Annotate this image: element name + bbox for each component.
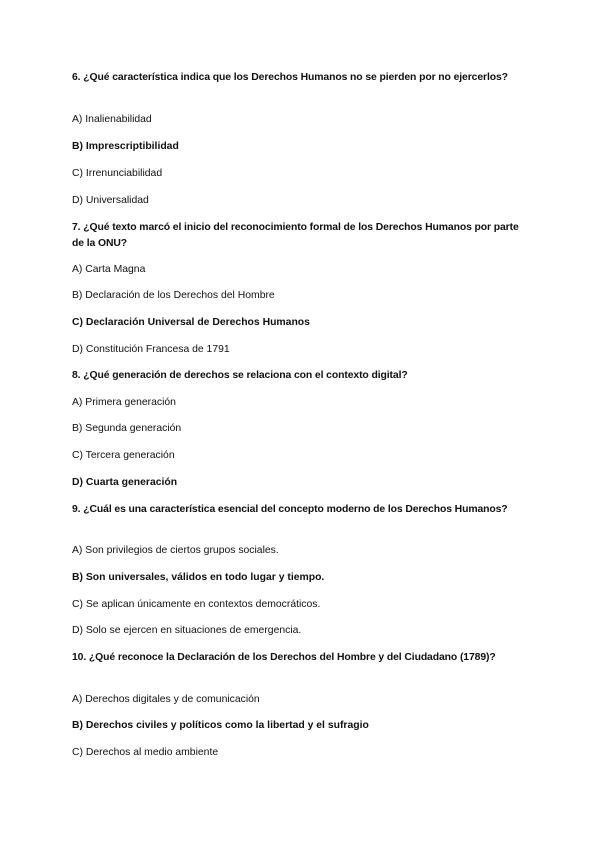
question-8: 8. ¿Qué generación de derechos se relaciona con el contexto digital? [72,370,408,381]
question-9: 9. ¿Cuál es una característica esencial del concepto moderno de los Derechos Humanos? [72,504,508,515]
question-10-option-c: C) Derechos al medio ambiente [72,747,219,758]
question-10-option-b-correct: B) Derechos civiles y políticos como la libertad y el sufragio [72,720,369,731]
question-9-option-b-correct: B) Son universales, válidos en todo lugar y tiempo. [72,572,325,583]
question-10-option-a: A) Derechos digitales y de comunicación [72,694,260,705]
question-7-option-b: B) Declaración de los Derechos del Hombre [72,290,275,301]
question-7-option-d: D) Constitución Francesa de 1791 [72,344,230,355]
question-8-option-a: A) Primera generación [72,397,176,408]
question-6-option-b-correct: B) Imprescriptibilidad [72,141,179,152]
question-10: 10. ¿Qué reconoce la Declaración de los Derechos del Hombre y del Ciudadano (1789)? [72,652,496,663]
question-8-option-c: C) Tercera generación [72,450,175,461]
question-8-option-b: B) Segunda generación [72,423,182,434]
question-6-option-c: C) Irrenunciabilidad [72,168,163,179]
question-9-option-d: D) Solo se ejercen en situaciones de emergencia. [72,625,302,636]
question-6-option-d: D) Universalidad [72,195,149,206]
question-6-option-a: A) Inalienabilidad [72,114,152,125]
question-7: 7. ¿Qué texto marcó el inicio del reconocimiento formal de los Derechos Humanos por parte de la ONU? [72,222,519,249]
question-9-option-a: A) Son privilegios de ciertos grupos sociales. [72,545,279,556]
question-8-option-d-correct: D) Cuarta generación [72,477,178,488]
question-6: 6. ¿Qué característica indica que los Derechos Humanos no se pierden por no ejercerlos? [72,72,508,83]
question-7-option-c-correct: C) Declaración Universal de Derechos Humanos [72,317,310,328]
question-7-option-a: A) Carta Magna [72,264,146,275]
question-9-option-c: C) Se aplican únicamente en contextos democráticos. [72,599,321,610]
